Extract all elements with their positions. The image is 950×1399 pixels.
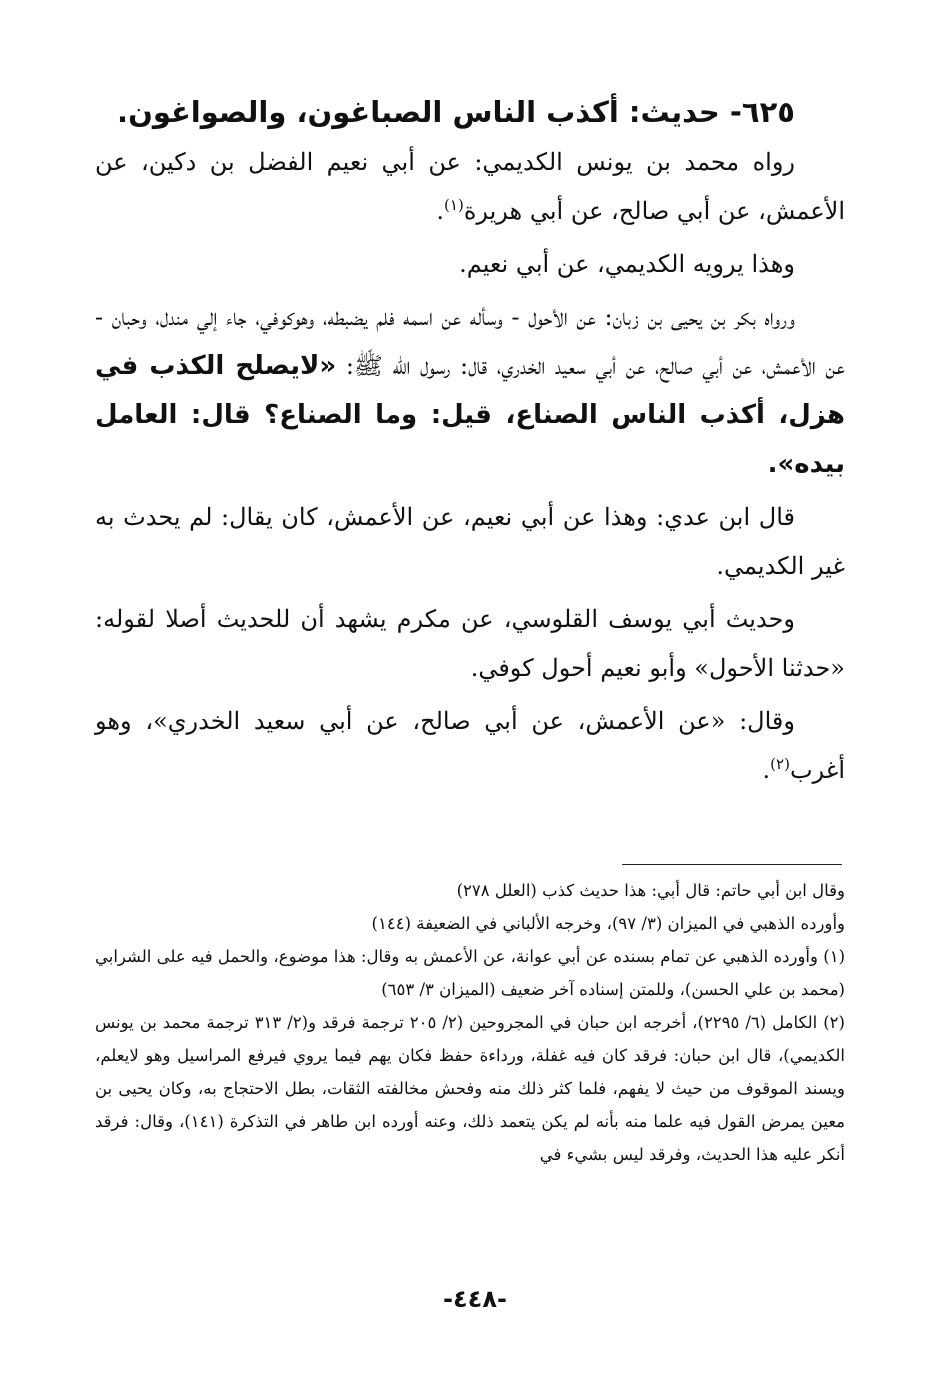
page-number: -٤٤٨- [443, 1285, 507, 1313]
footnotes [95, 874, 845, 1171]
paragraph-6-text: وقال: «عن الأعمش، عن أبي صالح، عن أبي سعيد الخدري»، وهو أغرب [95, 707, 845, 784]
paragraph-1-text: رواه محمد بن يونس الكديمي: عن أبي نعيم الفضل بن دكين، عن الأعمش، عن أبي صالح، عن أبي هريرة [95, 148, 845, 225]
hadith-matn: «لايصلح الكذب في هزل، أكذب الناس الصناع، قيل: وما الصناع؟ قال: العامل بيده». [95, 351, 845, 479]
paragraph-1 [95, 138, 845, 236]
paragraph-4: قال ابن عدي: وهذا عن أبي نعيم، عن الأعمش، كان يقال: لم يحدث به غير الكديمي. [95, 503, 845, 580]
footnote-2: (٢) الكامل (٦/ ٢٢٩٥)، أخرجه ابن حبان في المجروحين (٢/ ٢٠٥ ترجمة فرقد و(٢/ ٣١٣ ترجمة محمد بن يونس الكديمي)، قال ابن حبان: فرقد كان فيه غفلة، ورداءة حفظ فكان يهم فيما يروي فيرفع المراسيل وهو لايعلم، ويسند الموقوف من حيث لا يفهم، فلما كثر ذلك منه وفحش مخالفته الثقات، بطل الاحتجاج به، وكان يحيى بن معين يمرض القول فيه علما منه بأنه لم يكن يتعمد ذلك، وعنه أورده ابن طاهر في التذكرة (١٤١)، وقال: فرقد أنكر عليه هذا الحديث، وفرقد ليس بشيء في [95, 1013, 845, 1164]
footnote-1: (١) وأورده الذهبي عن تمام بسنده عن أبي عوانة، عن الأعمش به وقال: هذا موضوع، والحمل فيه على الشرابي (محمد بن علي الحسن)، وللمتن إسناده آخر ضعيف (الميزان ٣/ ٦٥٣) [95, 947, 845, 999]
paragraph-2: وهذا يرويه الكديمي، عن أبي نعيم. [459, 250, 795, 278]
footnote-ref-2[interactable]: (٢) [770, 755, 790, 773]
footnote-continued-2: وأورده الذهبي في الميزان (٣/ ٩٧)، وخرجه الألباني في الضعيفة (١٤٤) [371, 914, 845, 933]
hadith-heading: ٦٢٥- حديث: أكذب الناس الصباغون، والصواغون. [117, 95, 795, 129]
footnote-ref-1[interactable]: (١) [444, 196, 464, 214]
paragraph-3 [95, 293, 845, 489]
main-text [95, 90, 845, 799]
footnote-divider [622, 864, 842, 865]
paragraph-3-text: ورواه بكر بن يحيى بن زبان: عن الأحول - وسأله عن اسمه فلم يضبطه، وهوكوفي، جاء إلي مندل، وحبان - عن الأعمش، عن أبي صالح، عن أبي سعيد الخدري، قال: رسول الله ﷺ: [95, 303, 845, 380]
paragraph-1-end: . [436, 197, 445, 225]
footnote-continued-1: وقال ابن أبي حاتم: قال أبي: هذا حديث كذب (العلل ٢٧٨) [456, 881, 845, 900]
paragraph-6-end: . [762, 756, 771, 784]
paragraph-5: وحديث أبي يوسف القلوسي، عن مكرم يشهد أن للحديث أصلا لقوله: «حدثنا الأحول» وأبو نعيم أحول كوفي. [95, 605, 845, 682]
paragraph-6 [95, 697, 845, 795]
